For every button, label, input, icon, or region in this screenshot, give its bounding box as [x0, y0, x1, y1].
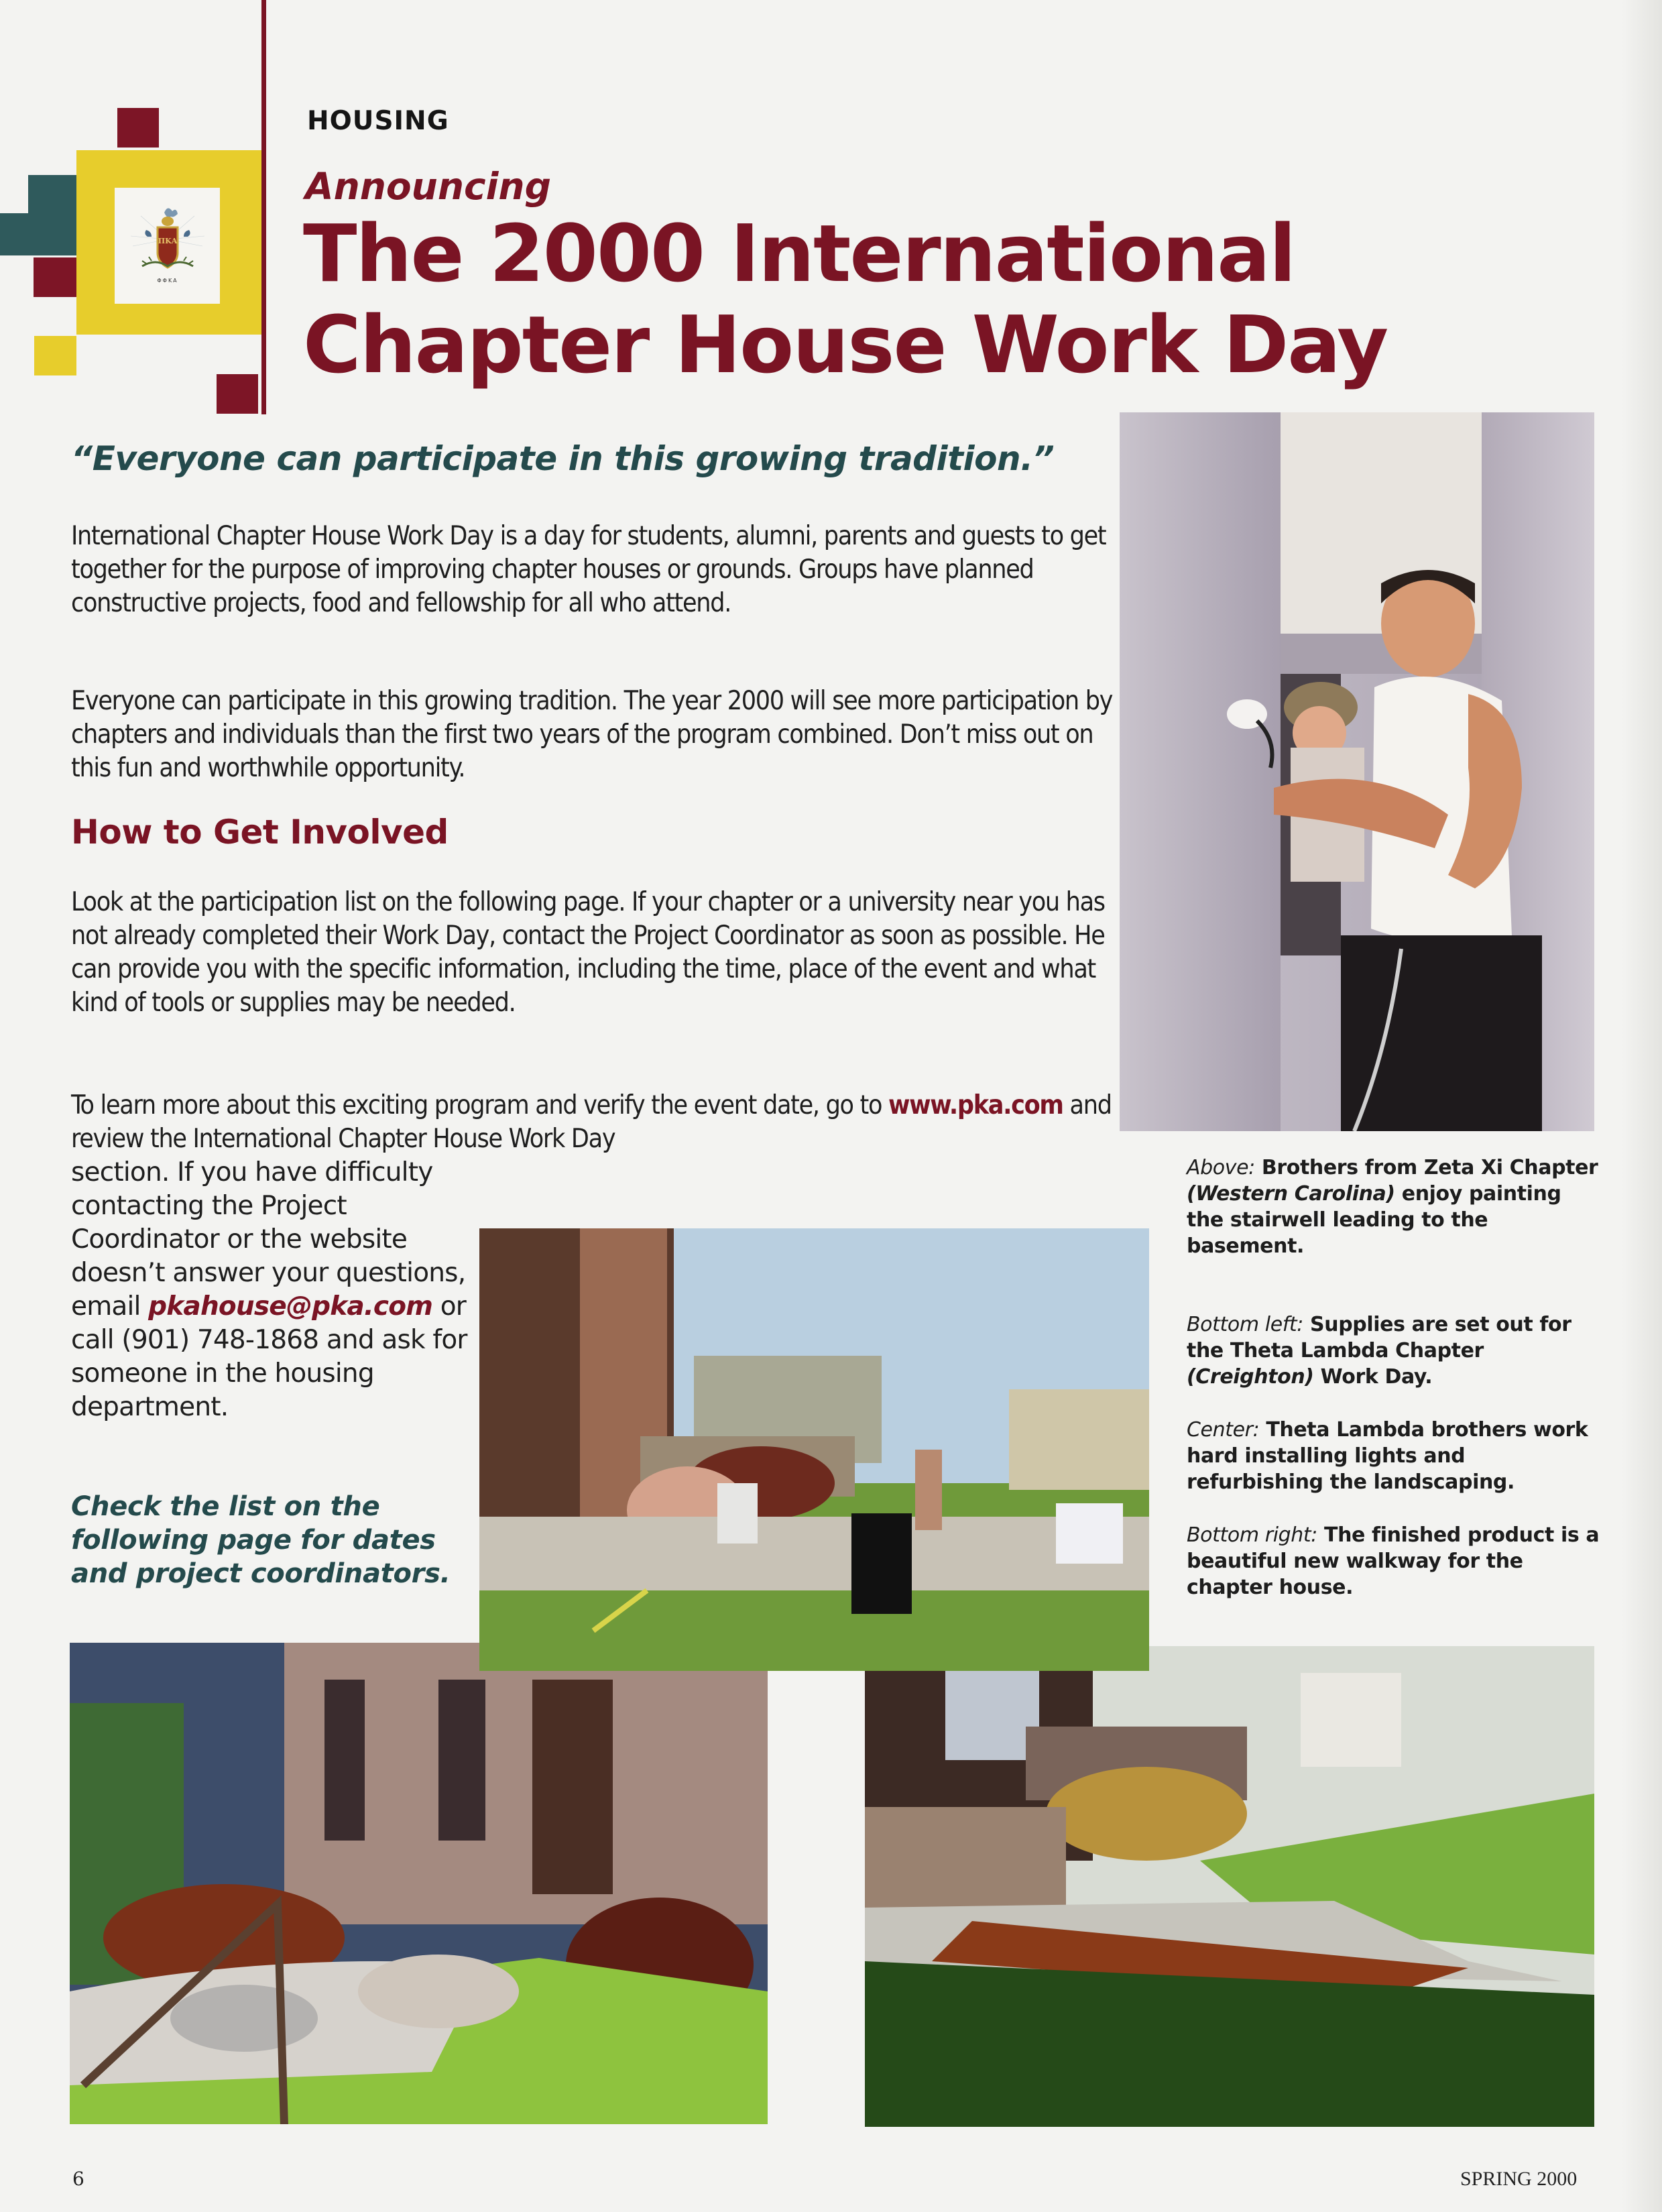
svg-text:ΠΚΑ: ΠΚΑ — [158, 236, 177, 245]
vertical-rule — [261, 0, 266, 414]
photo-captions — [1187, 1155, 1602, 1627]
subheading-how-to-get-involved: How to Get Involved — [71, 813, 449, 852]
svg-text:ΦΦΚΑ: ΦΦΚΑ — [156, 277, 178, 284]
pull-quote: “Everyone can participate in this growing tradition.” — [71, 439, 1055, 478]
contact-text-1: section. If you have difficulty contacting the Project Coordinator or the website doesn’t answer your questions, email — [71, 1157, 466, 1322]
contact-paragraph — [71, 1156, 487, 1424]
page-title-line-2: Chapter House Work Day — [303, 298, 1388, 391]
page-number: 6 — [72, 2168, 84, 2190]
photo-image — [865, 1646, 1594, 2127]
contact-text-2: or call (901) 748-1868 and ask for someone in the housing department. — [71, 1291, 467, 1422]
decor-square-maroon-left — [34, 257, 76, 297]
intro-paragraph: International Chapter House Work Day is a day for students, alumni, parents and guests to get together for the purpose of improving chapter houses or grounds. Groups have planned constructive projects, food and fellowship for all who attend. — [71, 521, 1106, 618]
photo-finished-walkway — [865, 1646, 1594, 2127]
decor-square-yellow-small — [34, 336, 76, 375]
section-label: HOUSING — [307, 106, 449, 136]
photo-stairwell-painting — [1120, 412, 1594, 1131]
callout-check-list: Check the list on the following page for dates and project coordinators. — [71, 1491, 451, 1589]
caption-bottom-left: Bottom left: Supplies are set out for the Theta Lambda Chapter (Creighton) Work Day. — [1187, 1313, 1571, 1389]
fraternity-crest-icon — [127, 199, 208, 293]
caption-center: Center: Theta Lambda brothers work hard installing lights and refurbishing the landscaping. — [1187, 1418, 1588, 1494]
decor-square-maroon-bottom — [217, 374, 258, 414]
photo-image — [1120, 412, 1594, 1131]
page-title-line-1: The 2000 International — [303, 207, 1295, 300]
crest-frame — [115, 188, 220, 304]
learn-more-lead: To learn more about this exciting program and verify the event date, go to — [71, 1090, 882, 1120]
photo-landscaping-work — [479, 1228, 1149, 1671]
caption-bottom-right: Bottom right: The finished product is a beautiful new walkway for the chapter house. — [1187, 1523, 1600, 1599]
learn-more-paragraph — [71, 1089, 1117, 1156]
involved-paragraph: Look at the participation list on the following page. If your chapter or a university near you has not already completed their Work Day, contact the Project Coordinator as soon as possible. He can provide you with the specific information, including the time, place of the event and what kind of tools or supplies may be needed. — [71, 887, 1105, 1018]
page-edge-shadow — [1622, 0, 1662, 2212]
photo-image — [70, 1643, 768, 2124]
page-title — [303, 208, 1387, 390]
issue-label: SPRING 2000 — [1460, 2168, 1578, 2190]
decor-square-maroon-top — [117, 108, 159, 148]
headline-kicker: Announcing — [305, 165, 551, 208]
photo-supplies-walkway — [70, 1643, 768, 2124]
photo-image — [479, 1228, 1149, 1671]
learn-more-after-link: and review the International Chapter House Work Day — [71, 1090, 1112, 1154]
email-link[interactable]: pkahouse@pka.com — [148, 1291, 433, 1322]
caption-above: Above: Brothers from Zeta Xi Chapter (Western Carolina) enjoy painting the stairwell leading to the basement. — [1187, 1156, 1598, 1258]
website-link[interactable]: www.pka.com — [888, 1090, 1063, 1120]
decor-block-teal-left — [0, 213, 40, 255]
participation-paragraph: Everyone can participate in this growing tradition. The year 2000 will see more participation by chapters and individuals than the first two years of the program combined. Don’t miss out on this fun and worthwhile opportunity. — [71, 686, 1113, 783]
